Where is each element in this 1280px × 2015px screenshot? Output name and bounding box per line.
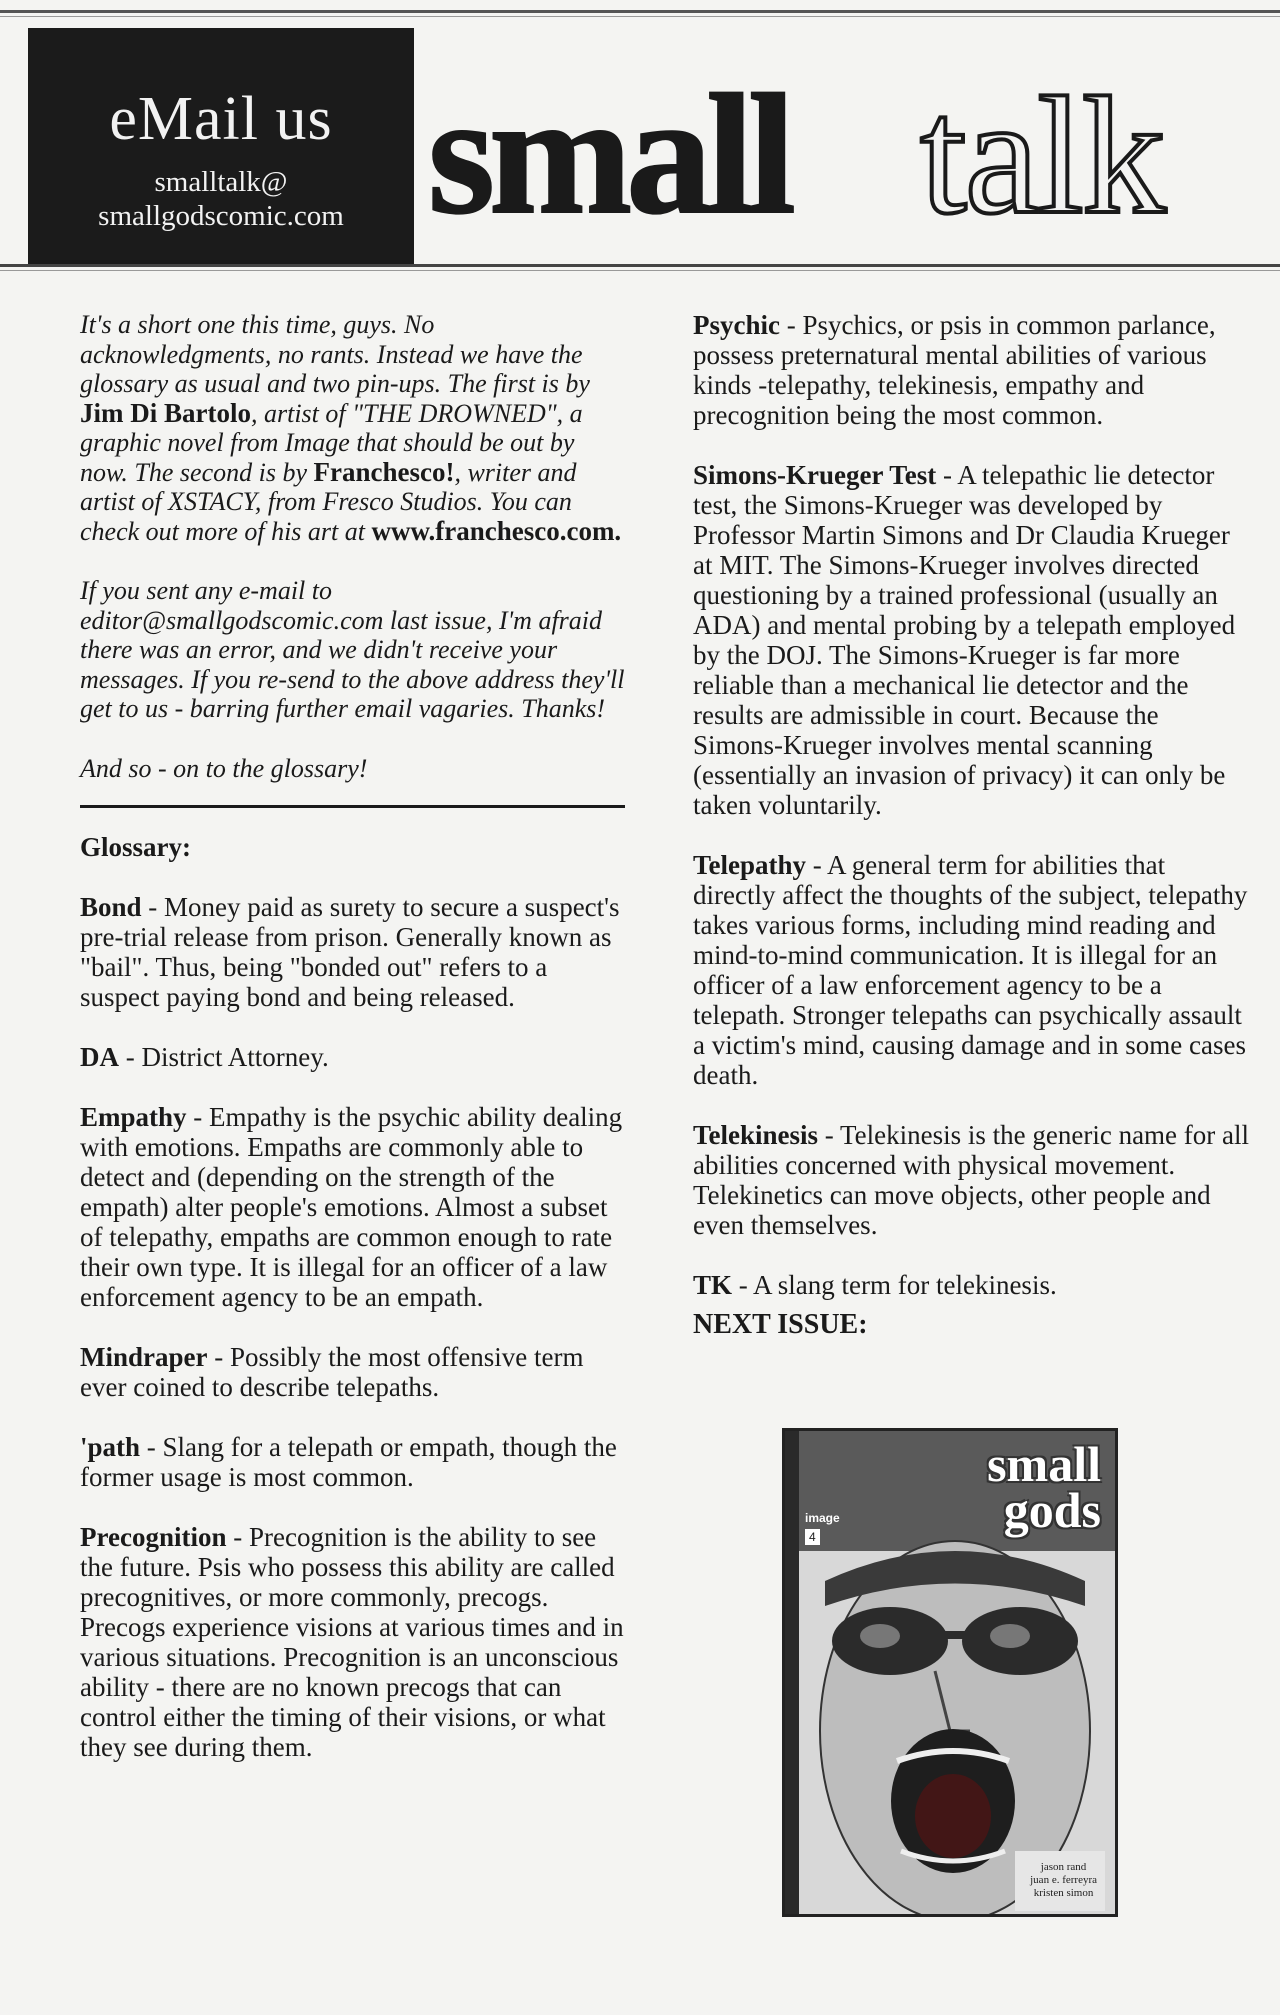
cover-title-gods: gods (1003, 1482, 1101, 1538)
glossary-term: Psychic (693, 310, 780, 340)
glossary-definition: - Empathy is the psychic ability dealing with emotions. Empaths are commonly able to detect and (depending on the strength of the empath) alter people's emotions. Almost a subset of telepathy, empaths are common enough to rate their own type. It is illegal for an officer of a law enforcement agency to be an empath. (80, 1102, 623, 1312)
email-address-line1[interactable]: smalltalk@ (154, 166, 288, 198)
email-address-line2[interactable]: smallgodscomic.com (98, 200, 344, 233)
glossary-term: 'path (80, 1432, 141, 1462)
glossary-definition: - Precognition is the ability to see the future. Psis who possess this ability are called precognitives, or more commonly, precogs. Precogs experience visions at various times and in various situations. Precognition is an unconscious ability - there are no known precogs that can control either the timing of their visions, or what they see during them. (80, 1522, 624, 1762)
right-column (693, 310, 1253, 1344)
intro-text: , writer and artist of XSTACY, from Fresco Studios. You can check out more of his art at (80, 457, 577, 546)
glossary-definition: - A slang term for telekinesis. (732, 1270, 1057, 1300)
artist-name-franchesco: Franchesco! (313, 456, 455, 487)
glossary-definition: - Possibly the most offensive term ever coined to describe telepaths. (80, 1342, 584, 1402)
cover-title (987, 1436, 1101, 1538)
cover-credit: jason rand (1040, 1861, 1087, 1873)
glossary-term: Mindraper (80, 1342, 208, 1372)
glossary-definition: - A general term for abilities that directly affect the thoughts of the subject, telepathy takes various forms, including mind reading and mind-to-mind communication. It is illegal for an officer of a law enforcement agency to be a telepath. Stronger telepaths can psychically assault a victim's mind, causing damage and in some cases death. (693, 850, 1248, 1090)
cover-issue-number: 4 (805, 1529, 820, 1545)
next-issue-cover (782, 1428, 1118, 1917)
banner-word-small: small (428, 60, 790, 250)
small-talk-banner (420, 30, 1280, 262)
glossary-definition: - District Attorney. (119, 1042, 329, 1072)
cover-title-small: small (987, 1436, 1101, 1492)
banner-word-talk: talk (920, 63, 1164, 249)
intro-text: , artist of "THE DROWNED", a graphic novel from Image that should be out by now. The second is by (80, 398, 583, 487)
intro-paragraph-3: And so - on to the glossary! (80, 753, 368, 783)
glossary-definition: - Money paid as surety to secure a suspect's pre-trial release from prison. Generally known as "bail". Thus, being "bonded out" refers to a suspect paying bond and being released. (80, 892, 620, 1012)
glossary-term: DA (80, 1042, 119, 1072)
franchesco-link[interactable]: www.franchesco.com. (371, 515, 622, 546)
header-bottom-rule (0, 264, 1280, 267)
glossary-definition: - Psychics, or psis in common parlance, possess preternatural mental abilities of various kinds -telepathy, telekinesis, empathy and precognition being the most common. (693, 310, 1216, 430)
glossary-definition: - A telepathic lie detector test, the Simons-Krueger was developed by Professor Martin Simons and Dr Claudia Krueger at MIT. The Simons-Krueger involves directed questioning by a trained professional (usually an ADA) and mental probing by a telepath employed by the DOJ. The Simons-Krueger is far more reliable than a mechanical lie detector and the results are admissible in court. Because the Simons-Krueger involves mental scanning (essentially an invasion of privacy) it can only be taken voluntarily. (693, 460, 1236, 820)
glossary-entry (693, 310, 1253, 430)
intro-paragraph-2: If you sent any e-mail to editor@smallgodscomic.com last issue, I'm afraid there was an error, and we didn't receive your messages. If you re-send to the above address they'll get to us - barring further email vagaries. Thanks! (80, 576, 625, 723)
artist-name-jim: Jim Di Bartolo (80, 397, 251, 428)
cover-credits (1030, 1861, 1097, 1900)
glossary-entry (693, 1270, 1253, 1300)
email-box (28, 28, 414, 266)
cover-credit: juan e. ferreyra (1030, 1874, 1097, 1886)
glossary-entry (80, 1102, 625, 1312)
glossary-entry (693, 850, 1253, 1090)
glossary-definition: - Telekinesis is the generic name for all abilities concerned with physical movement. Telekinetics can move objects, other people and even themselves. (693, 1120, 1250, 1240)
header-bottom-rule-thin (0, 270, 1280, 271)
glossary-term: Telepathy (693, 850, 807, 880)
glossary-term: Simons-Krueger Test (693, 460, 937, 490)
glossary-entry (693, 1120, 1253, 1240)
glossary-term: TK (693, 1270, 733, 1300)
cover-credit: kristen simon (1033, 1887, 1094, 1899)
glossary-entry (80, 1042, 625, 1072)
glossary-entry (80, 1522, 625, 1762)
intro-paragraph-1 (80, 310, 625, 546)
glossary-heading: Glossary: (80, 832, 191, 862)
glossary-term: Telekinesis (693, 1120, 819, 1150)
glossary-definition: - Slang for a telepath or empath, though the former usage is most common. (80, 1432, 617, 1492)
glossary-entry (80, 892, 625, 1012)
cover-publisher-logo: image (805, 1511, 840, 1525)
glossary-entry (80, 1432, 625, 1492)
glossary-entry (80, 1342, 625, 1402)
intro-text: It's a short one this time, guys. No acknowledgments, no rants. Instead we have the glossary as usual and two pin-ups. The first is by (80, 310, 590, 398)
glossary-divider (80, 805, 625, 808)
glossary-term: Precognition (80, 1522, 227, 1552)
glossary-entry (693, 460, 1253, 820)
left-column (80, 310, 625, 1792)
next-issue-label: NEXT ISSUE: (693, 1309, 868, 1340)
header-top-rule (0, 10, 1280, 13)
glossary-term: Empathy (80, 1102, 187, 1132)
glossary-term: Bond (80, 892, 142, 922)
header-top-rule-thin (0, 16, 1280, 17)
email-title: eMail us (109, 85, 333, 153)
